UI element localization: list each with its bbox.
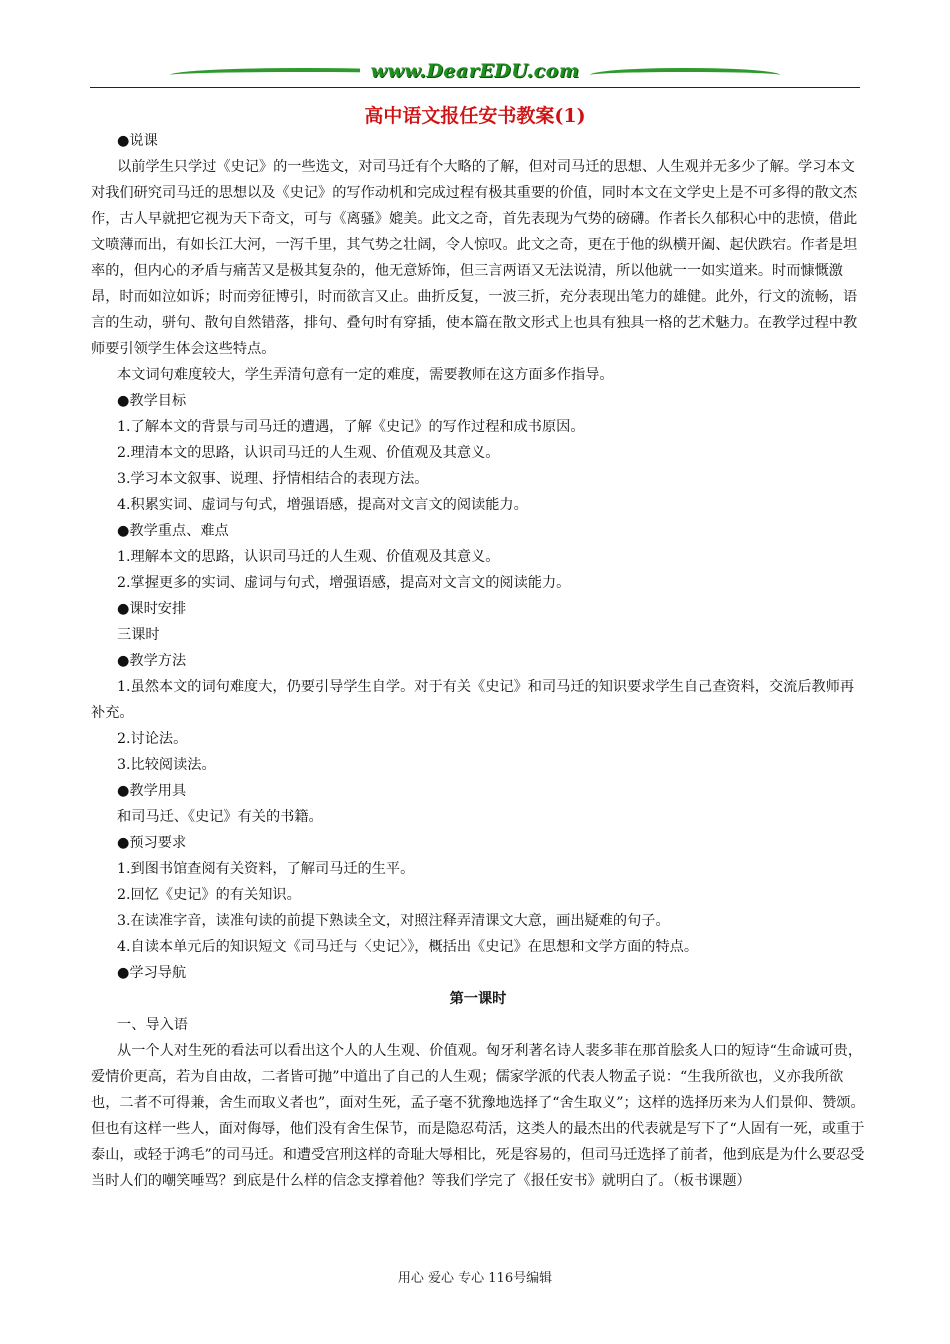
section-heading-keshi: ●课时安排 <box>117 601 187 617</box>
list-item: 1.了解本文的背景与司马迁的遭遇，了解《史记》的写作过程和成书原因。 <box>117 419 585 435</box>
section-heading-zhongdian: ●教学重点、难点 <box>117 523 229 539</box>
document-body <box>91 128 865 1194</box>
shuoke-paragraph-2: 本文词句难度较大，学生弄清句意有一定的难度，需要教师在这方面多作指导。 <box>117 367 614 383</box>
yongju-text: 和司马迁、《史记》有关的书籍。 <box>117 809 323 825</box>
section-heading-fangfa: ●教学方法 <box>117 653 187 669</box>
list-item: 1.理解本文的思路，认识司马迁的人生观、价值观及其意义。 <box>117 549 500 565</box>
keshi-text: 三课时 <box>117 627 160 643</box>
section-heading-daohang: ●学习导航 <box>117 965 187 981</box>
section-heading-shuoke: ●说课 <box>117 133 158 149</box>
list-item: 3.学习本文叙事、说理、抒情相结合的表现方法。 <box>117 471 429 487</box>
list-item: 3.比较阅读法。 <box>117 757 216 773</box>
shuoke-paragraph-1: 以前学生只学过《史记》的一些选文，对司马迁有个大略的了解，但对司马迁的思想、人生观并无多少了解。学习本文对我们研究司马迁的思想以及《史记》的写作动机和完成过程有极其重要的价值，同时本文在文学史上是不可多得的散文杰作，古人早就把它视为天下奇文，可与《离骚》媲美。此文之奇，首先表现为气势的磅礴。作者长久郁积心中的悲愤，借此文喷薄而出，有如长江大河，一泻千里，其气势之壮阔，令人惊叹。此文之奇，更在于他的纵横开阖、起伏跌宕。作者是坦率的，但内心的矛盾与痛苦又是极其复杂的，他无意矫饰，但三言两语又无法说清，所以他就一一如实道来。时而慷慨激昂，时而如泣如诉；时而旁征博引，时而欲言又止。曲折反复，一波三折，充分表现出笔力的雄健。此外，行文的流畅，语言的生动，骈句、散句自然错落，排句、叠句时有穿插，使本篇在散文形式上也具有独具一格的艺术魅力。在教学过程中教师要引领学生体会这些特点。 <box>91 159 858 357</box>
list-item: 2.回忆《史记》的有关知识。 <box>117 887 301 903</box>
site-logo: www.DearEDU.com <box>360 60 590 82</box>
subsection-heading-daoru: 一、导入语 <box>117 1017 188 1033</box>
section-heading-mubiao: ●教学目标 <box>117 393 187 409</box>
list-item: 3.在读准字音，读准句读的前提下熟读全文，对照注释弄清课文大意，画出疑难的句子。 <box>117 913 670 929</box>
header-rule <box>90 87 860 88</box>
list-item: 4.积累实词、虚词与句式，增强语感，提高对文言文的阅读能力。 <box>117 497 528 513</box>
list-item: 2.讨论法。 <box>117 731 188 747</box>
section-heading-yuxi: ●预习要求 <box>117 835 187 851</box>
list-item: 2.掌握更多的实词、虚词与句式，增强语感，提高对文言文的阅读能力。 <box>117 575 571 591</box>
section-heading-yongju: ●教学用具 <box>117 783 187 799</box>
list-item: 1.到图书馆查阅有关资料，了解司马迁的生平。 <box>117 861 415 877</box>
list-item: 4.自读本单元后的知识短文《司马迁与〈史记〉》，概括出《史记》在思想和文学方面的特点。 <box>117 939 699 955</box>
page-title: 高中语文报任安书教案(1) <box>364 105 586 127</box>
daoru-paragraph: 从一个人对生死的看法可以看出这个人的人生观、价值观。匈牙利著名诗人裴多菲在那首脍炙人口的短诗“生命诚可贵，爱情价更高，若为自由故，二者皆可抛”中道出了自己的人生观；儒家学派的代表人物孟子说：“生我所欲也，义亦我所欲也，二者不可得兼，舍生而取义者也”，面对生死，孟子毫不犹豫地选择了“舍生取义”；这样的选择历来为人们景仰、赞颂。但也有这样一些人，面对侮辱，他们没有舍生保节，而是隐忍苟活，这类人的最杰出的代表就是写下了“人固有一死，或重于泰山，或轻于鸿毛”的司马迁。和遭受宫刑这样的奇耻大辱相比，死是容易的，但司马迁选择了前者，他到底是为什么要忍受当时人们的嘲笑唾骂？到底是什么样的信念支撑着他？等我们学完了《报任安书》就明白了。（板书课题） <box>91 1043 865 1189</box>
logo-swoosh-right <box>590 68 780 82</box>
lesson-heading: 第一课时 <box>449 991 507 1007</box>
list-item: 1.虽然本文的词句难度大，仍要引导学生自学。对于有关《史记》和司马迁的知识要求学生自己查资料，交流后教师再补充。 <box>91 679 855 721</box>
page-header <box>90 60 860 90</box>
list-item: 2.理清本文的思路，认识司马迁的人生观、价值观及其意义。 <box>117 445 500 461</box>
page-footer: 用心 爱心 专心 116号编辑 <box>397 1271 553 1286</box>
